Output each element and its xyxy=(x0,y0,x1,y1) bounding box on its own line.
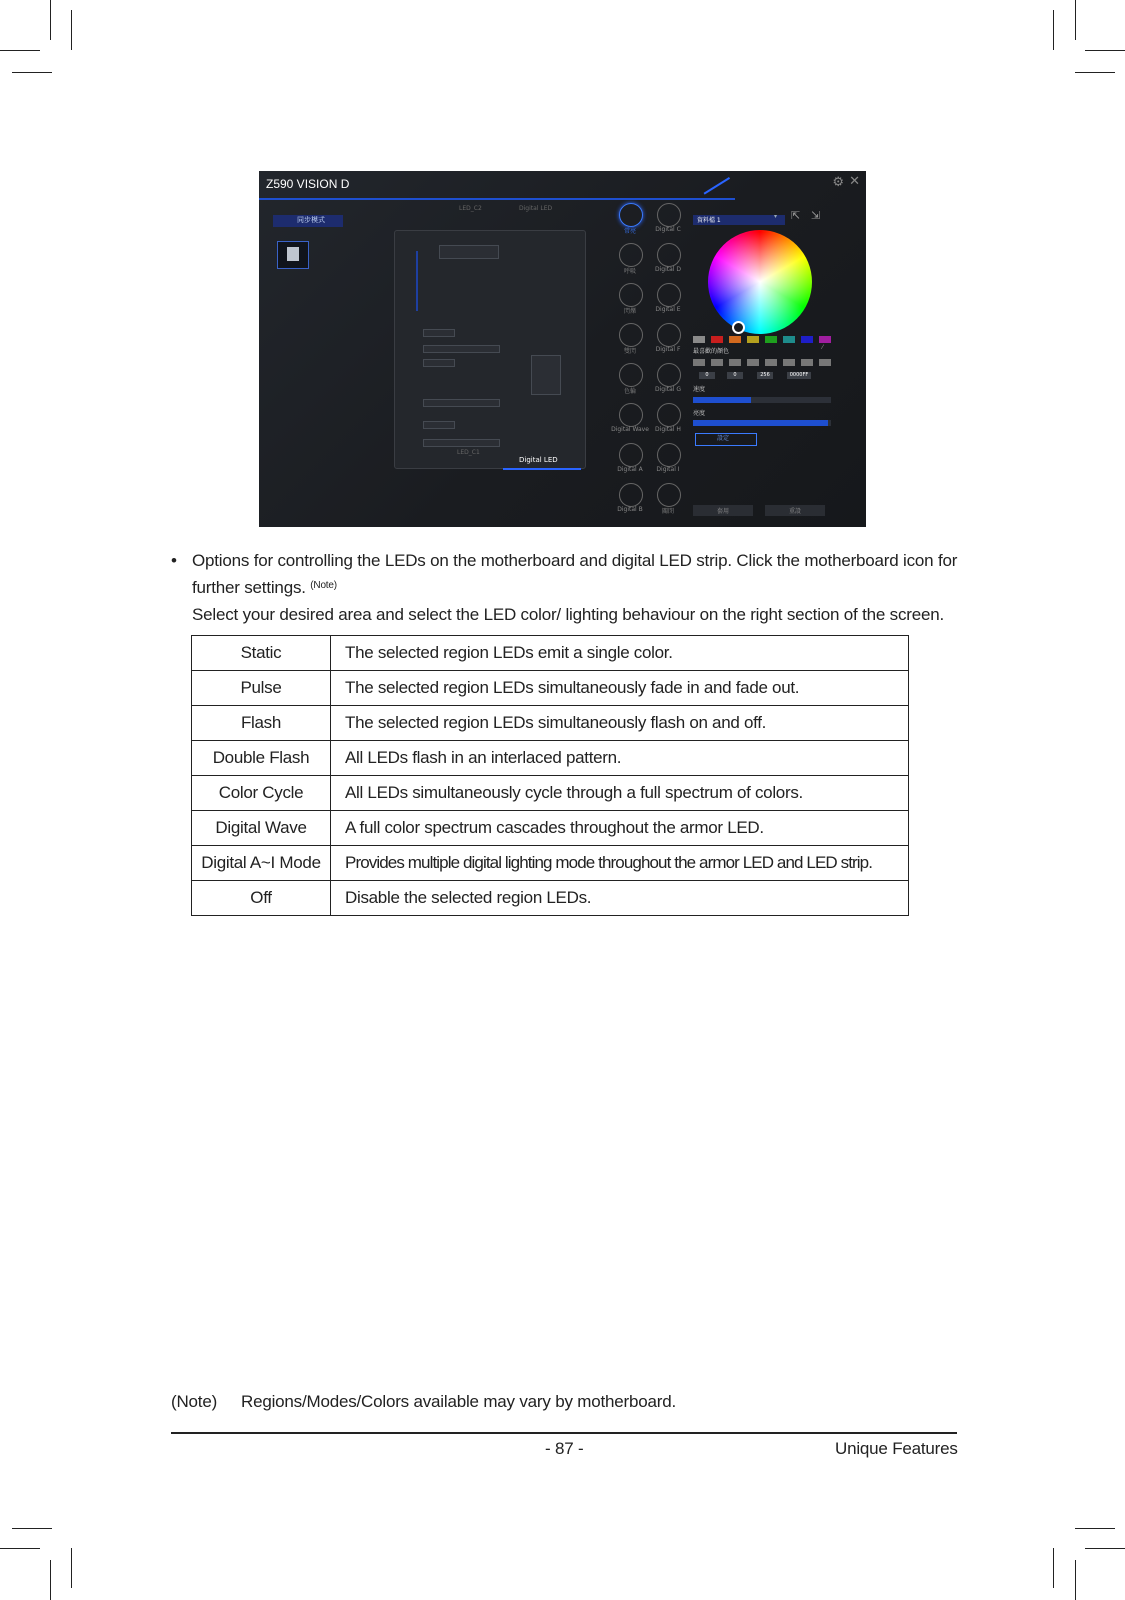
mode-label: 雙閃 xyxy=(623,348,636,355)
color-swatch[interactable] xyxy=(747,336,759,343)
active-header-underline xyxy=(503,468,581,470)
favorite-colors-label: 最喜歡的顏色 xyxy=(693,348,730,355)
table-row xyxy=(192,811,909,846)
crop-mark xyxy=(12,72,52,73)
crop-mark xyxy=(0,1548,40,1549)
digital-f-icon[interactable] xyxy=(657,323,681,347)
close-icon[interactable]: ✕ xyxy=(849,174,860,189)
note-text: Regions/Modes/Colors available may vary by motherboard. xyxy=(241,1392,676,1411)
mode-label: Digital A xyxy=(617,466,643,473)
title-accent-slash xyxy=(704,177,731,195)
mode-description-cell: The selected region LEDs simultaneously fade in and fade out. xyxy=(331,671,909,706)
mode-name-cell: Off xyxy=(192,881,331,916)
mode-label: Digital D xyxy=(655,266,681,273)
mode-label: Digital G xyxy=(654,386,681,393)
sync-mode-label: 同步模式 xyxy=(297,216,325,224)
apply-button-label: 套用 xyxy=(717,508,730,515)
intro-line-2-text: further settings. xyxy=(192,578,306,597)
mode-label: Digital Wave xyxy=(611,426,649,433)
mode-name-cell: Pulse xyxy=(192,671,331,706)
page-number: - 87 - xyxy=(545,1439,584,1458)
mode-description-cell: The selected region LEDs emit a single color. xyxy=(331,636,909,671)
color-swatch[interactable] xyxy=(729,336,741,343)
table-row xyxy=(192,636,909,671)
pulse-mode-icon[interactable] xyxy=(619,243,643,267)
crop-mark xyxy=(71,10,72,50)
speed-slider-fill xyxy=(693,397,751,403)
mode-description-cell: Provides multiple digital lighting mode throughout the armor LED and LED strip. xyxy=(331,846,909,881)
mode-name-cell: Flash xyxy=(192,706,331,741)
crop-mark xyxy=(0,50,40,51)
profile-select-label: 資料檔 1 xyxy=(697,217,721,224)
crop-mark xyxy=(50,0,51,40)
color-swatch[interactable] xyxy=(693,336,705,343)
digital-b-icon[interactable] xyxy=(619,483,643,507)
mode-name-cell: Digital Wave xyxy=(192,811,331,846)
color-swatch[interactable] xyxy=(765,336,777,343)
digital-d-icon[interactable] xyxy=(657,243,681,267)
title-accent-line xyxy=(259,198,735,200)
note-reference: (Note) xyxy=(310,580,337,591)
digital-e-icon[interactable] xyxy=(657,283,681,307)
color-wheel[interactable] xyxy=(708,230,812,334)
motherboard-icon[interactable] xyxy=(277,241,309,269)
crop-mark xyxy=(50,1560,51,1600)
digital-a-icon[interactable] xyxy=(619,443,643,467)
color-picker-handle[interactable] xyxy=(732,321,745,334)
crop-mark xyxy=(1053,10,1054,50)
rgb-fusion-screenshot xyxy=(259,171,866,527)
color-swatch[interactable] xyxy=(801,336,813,343)
mode-label: 常亮 xyxy=(623,228,636,235)
blue-value-field[interactable]: 256 xyxy=(757,372,773,379)
mode-description-cell: The selected region LEDs simultaneously flash on and off. xyxy=(331,706,909,741)
footer-section-title: Unique Features xyxy=(835,1439,958,1458)
favorite-swatch[interactable] xyxy=(783,359,795,366)
bullet-marker: • xyxy=(171,551,177,570)
intro-line-1: Options for controlling the LEDs on the motherboard and digital LED strip. Click the motherboard icon for xyxy=(192,551,958,570)
color-cycle-icon[interactable] xyxy=(619,363,643,387)
crop-mark xyxy=(1085,1548,1125,1549)
mode-label: 呼吸 xyxy=(623,268,636,275)
mode-name-cell: Static xyxy=(192,636,331,671)
flash-mode-icon[interactable] xyxy=(619,283,643,307)
mode-label: Digital I xyxy=(656,466,680,473)
brightness-label: 亮度 xyxy=(693,410,706,417)
mode-description-cell: A full color spectrum cascades throughout the armor LED. xyxy=(331,811,909,846)
crop-mark xyxy=(1053,1548,1054,1588)
app-title: Z590 VISION D xyxy=(266,177,350,191)
footer-rule xyxy=(171,1432,957,1434)
import-icon[interactable]: ⇱ xyxy=(791,209,801,222)
mode-label: Digital F xyxy=(655,346,681,353)
mode-description-cell: Disable the selected region LEDs. xyxy=(331,881,909,916)
set-button-label: 設定 xyxy=(717,435,730,442)
mode-name-cell: Double Flash xyxy=(192,741,331,776)
mode-description-cell: All LEDs flash in an interlaced pattern. xyxy=(331,741,909,776)
color-swatch[interactable] xyxy=(783,336,795,343)
digital-c-icon[interactable] xyxy=(657,203,681,227)
mode-description-cell: All LEDs simultaneously cycle through a full spectrum of colors. xyxy=(331,776,909,811)
mode-name-cell: Digital A~I Mode xyxy=(192,846,331,881)
export-icon[interactable]: ⇲ xyxy=(811,209,821,222)
table-row xyxy=(192,741,909,776)
favorite-swatch[interactable] xyxy=(711,359,723,366)
note-label: (Note) xyxy=(171,1392,218,1411)
intro-line-3: Select your desired area and select the LED color/ lighting behaviour on the right section of the screen. xyxy=(192,605,945,624)
green-value-field[interactable]: 0 xyxy=(727,372,743,379)
table-row xyxy=(192,776,909,811)
favorite-swatch[interactable] xyxy=(819,359,831,366)
red-value-field[interactable]: 0 xyxy=(699,372,715,379)
favorite-swatch[interactable] xyxy=(729,359,741,366)
table-row xyxy=(192,881,909,916)
crop-mark xyxy=(12,1528,52,1529)
crop-mark xyxy=(1075,0,1076,40)
crop-mark xyxy=(1085,50,1125,51)
double-flash-icon[interactable] xyxy=(619,323,643,347)
mode-label: 閃爍 xyxy=(623,308,636,315)
led-header-label[interactable]: LED_C1 xyxy=(457,449,480,456)
gear-icon[interactable]: ⚙ xyxy=(832,175,844,190)
crop-mark xyxy=(1075,1560,1076,1600)
digital-wave-icon[interactable] xyxy=(619,403,643,427)
eyedropper-icon[interactable]: ⁄ xyxy=(822,344,824,351)
crop-mark xyxy=(1075,1528,1115,1529)
table-row xyxy=(192,706,909,741)
chevron-down-icon[interactable]: ▾ xyxy=(774,213,778,220)
color-swatch[interactable] xyxy=(819,336,831,343)
digital-led-active-label[interactable]: Digital LED xyxy=(519,456,558,464)
color-swatch[interactable] xyxy=(711,336,723,343)
crop-mark xyxy=(71,1548,72,1588)
lighting-modes-table xyxy=(191,635,909,916)
off-mode-icon[interactable] xyxy=(657,483,681,507)
led-header-label[interactable]: Digital LED xyxy=(519,205,553,212)
table-row xyxy=(192,846,909,881)
favorite-swatch[interactable] xyxy=(801,359,813,366)
brightness-slider-fill xyxy=(693,420,828,426)
favorite-swatch[interactable] xyxy=(765,359,777,366)
hex-value-field[interactable]: 0000FF xyxy=(787,372,811,379)
static-mode-icon[interactable] xyxy=(619,203,643,227)
mode-label: Digital B xyxy=(617,506,643,513)
speed-label: 速度 xyxy=(693,386,706,393)
reset-button-label: 重設 xyxy=(789,508,802,515)
mode-label: 關閉 xyxy=(661,508,674,515)
mode-label: 色輪 xyxy=(623,388,636,395)
motherboard-diagram xyxy=(394,230,586,469)
digital-h-icon[interactable] xyxy=(657,403,681,427)
led-header-label[interactable]: LED_C2 xyxy=(459,205,482,212)
crop-mark xyxy=(1075,72,1115,73)
favorite-swatch[interactable] xyxy=(747,359,759,366)
digital-g-icon[interactable] xyxy=(657,363,681,387)
favorite-swatch[interactable] xyxy=(693,359,705,366)
mode-name-cell: Color Cycle xyxy=(192,776,331,811)
digital-i-icon[interactable] xyxy=(657,443,681,467)
table-row xyxy=(192,671,909,706)
mode-label: Digital H xyxy=(655,426,681,433)
mode-label: Digital E xyxy=(655,306,681,313)
intro-line-2 xyxy=(192,574,337,601)
mode-label: Digital C xyxy=(655,226,681,233)
